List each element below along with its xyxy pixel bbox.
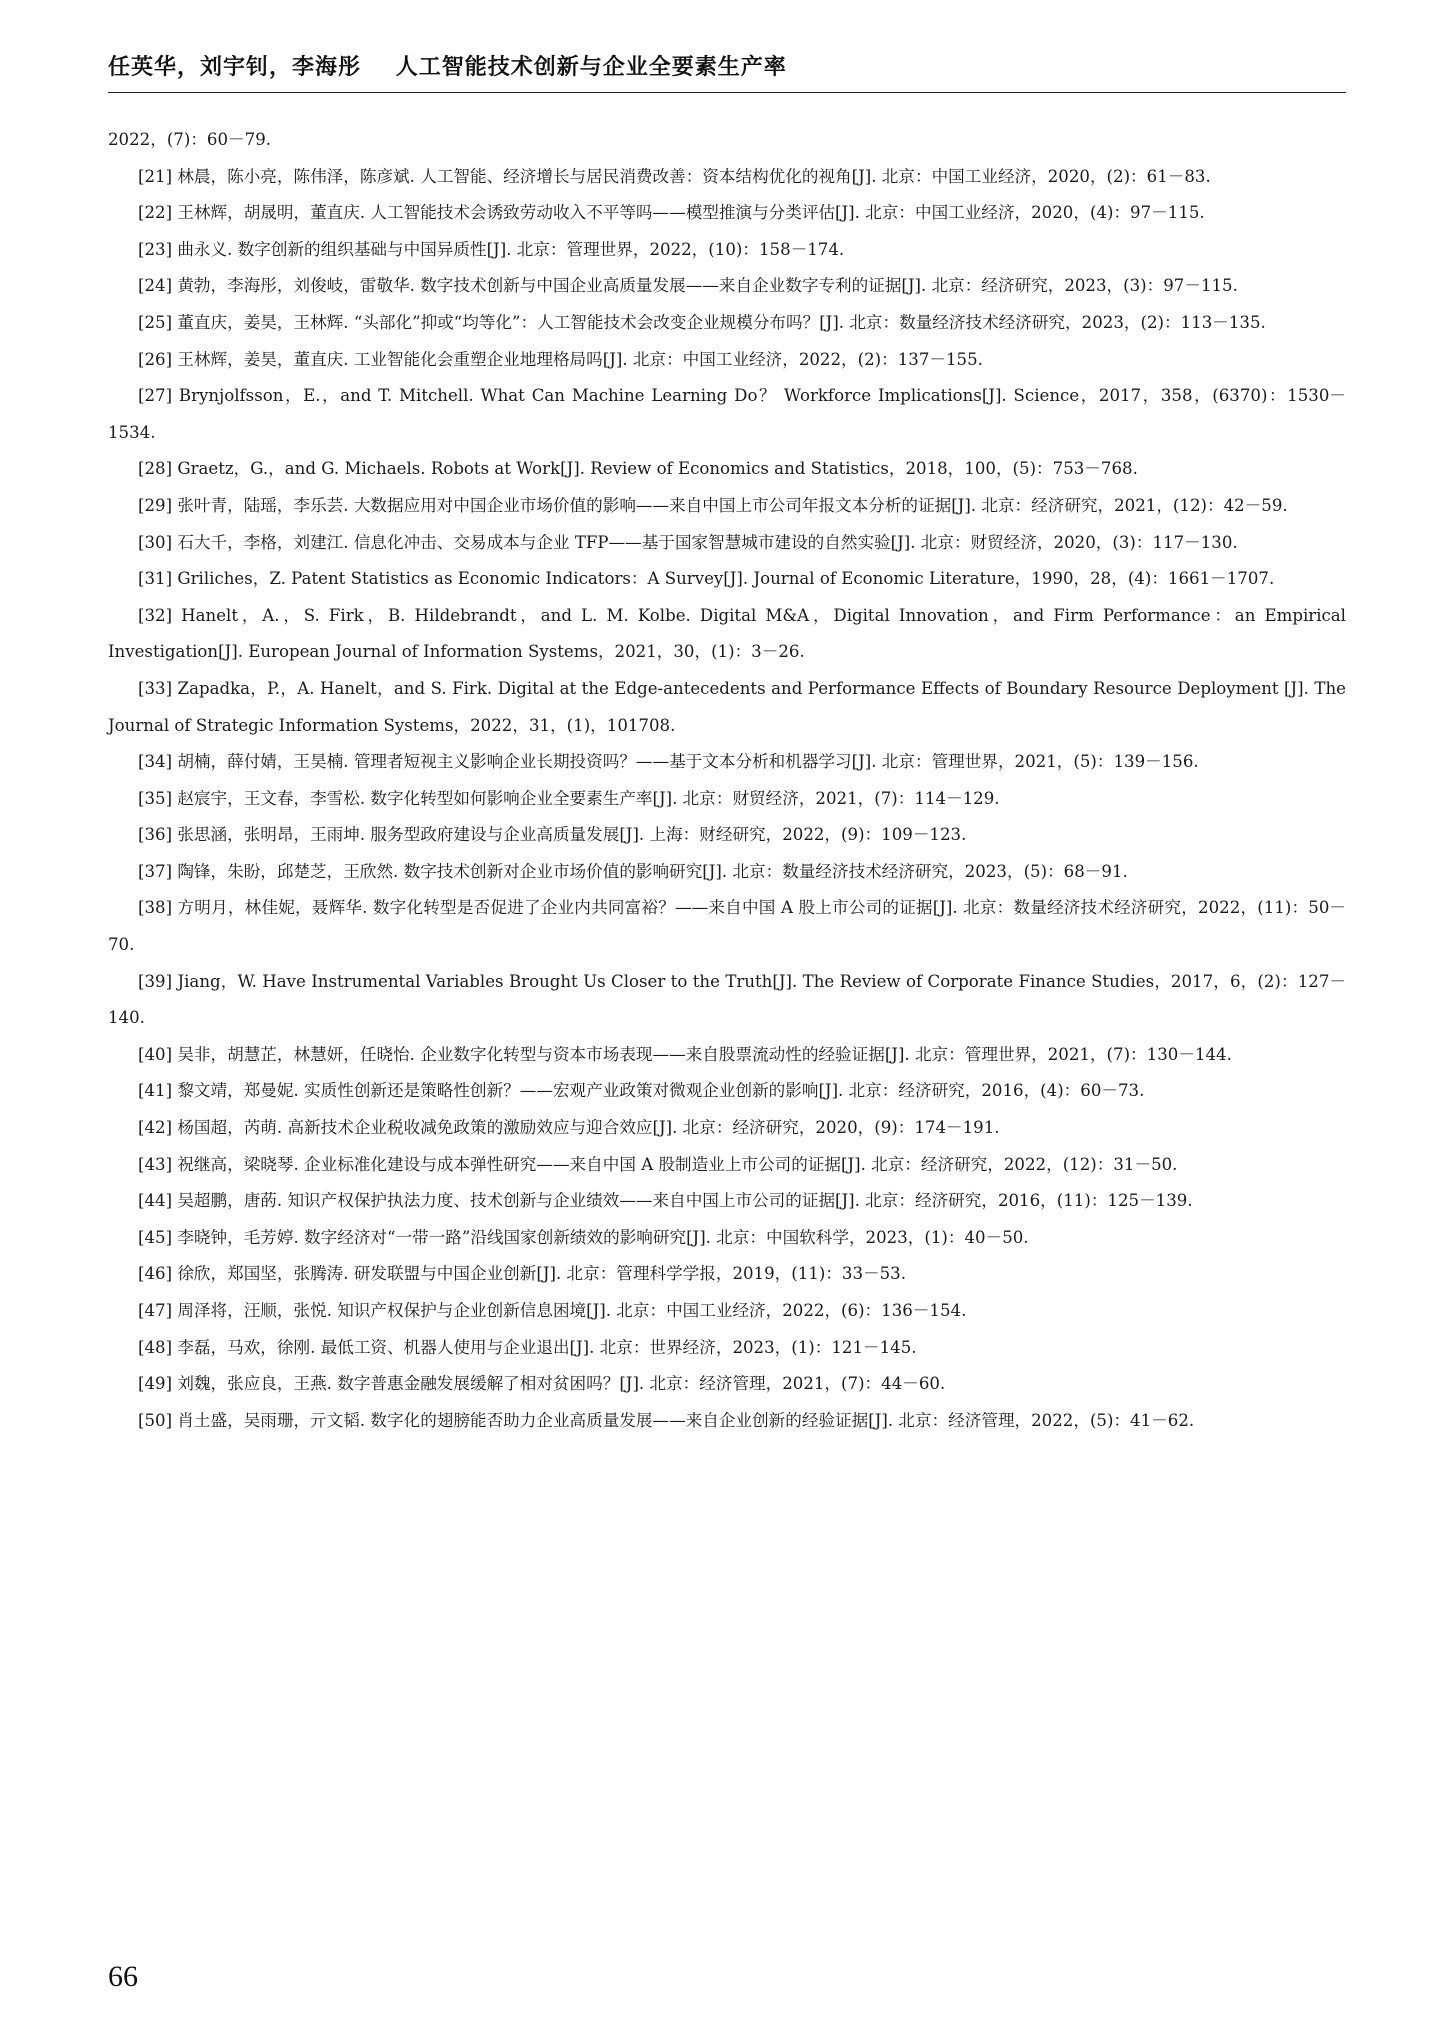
reference-item: [47] 周泽将，汪顺，张悦. 知识产权保护与企业创新信息困境[J]. 北京：中国工业经济，2022，(6)：136－154. (138, 1301, 967, 1320)
reference-item: [25] 董直庆，姜昊，王林辉. “头部化”抑或“均等化”：人工智能技术会改变企业规模分布吗？[J]. 北京：数量经济技术经济研究，2023，(2)：113－135. (138, 312, 1266, 332)
reference-item: [41] 黎文靖，郑曼妮. 实质性创新还是策略性创新？——宏观产业政策对微观企业创新的影响[J]. 北京：经济研究，2016，(4)：60－73. (138, 1081, 1145, 1101)
reference-item: [44] 吴超鹏，唐菂. 知识产权保护执法力度、技术创新与企业绩效——来自中国上市公司的证据[J]. 北京：经济研究，2016，(11)：125－139. (138, 1191, 1193, 1211)
reference-continuation: 2022，(7)：60－79. (108, 130, 272, 149)
page-number: 66 (108, 1960, 138, 1993)
reference-item: [46] 徐欣，郑国坚，张腾涛. 研发联盟与中国企业创新[J]. 北京：管理科学学报，2019，(11)：33－53. (138, 1264, 907, 1284)
reference-item: [40] 吴非，胡慧芷，林慧妍，任晓怡. 企业数字化转型与资本市场表现——来自股票流动性的经验证据[J]. 北京：管理世界，2021，(7)：130－144. (138, 1044, 1232, 1064)
reference-item: [37] 陶锋，朱盼，邱楚芝，王欣然. 数字技术创新对企业市场价值的影响研究[J]. 北京：数量经济技术经济研究，2023，(5)：68－91. (138, 861, 1128, 881)
reference-item: [29] 张叶青，陆瑶，李乐芸. 大数据应用对中国企业市场价值的影响——来自中国上市公司年报文本分析的证据[J]. 北京：经济研究，2021，(12)：42－59. (138, 495, 1288, 515)
reference-item: [34] 胡楠，薛付婧，王昊楠. 管理者短视主义影响企业长期投资吗？——基于文本分析和机器学习[J]. 北京：管理世界，2021，(5)：139－156. (138, 752, 1199, 772)
reference-item: [26] 王林辉，姜昊，董直庆. 工业智能化会重塑企业地理格局吗[J]. 北京：中国工业经济，2022，(2)：137－155. (138, 349, 983, 369)
reference-item: [21] 林晨，陈小亮，陈伟泽，陈彦斌. 人工智能、经济增长与居民消费改善：资本结构优化的视角[J]. 北京：中国工业经济，2020，(2)：61－83. (138, 166, 1211, 186)
reference-item: [43] 祝继高，梁晓琴. 企业标准化建设与成本弹性研究——来自中国 A 股制造业上市公司的证据[J]. 北京：经济研究，2022，(12)：31－50. (138, 1154, 1178, 1174)
reference-item: [36] 张思涵，张明昂，王雨坤. 服务型政府建设与企业高质量发展[J]. 上海：财经研究，2022，(9)：109－123. (138, 825, 967, 845)
reference-item: [28] Graetz，G.，and G. Michaels. Robots at Work[J]. Review of Economics and Statistics，2018，100，(5)：753－768. (138, 459, 1138, 479)
reference-item: [22] 王林辉，胡晟明，董直庆. 人工智能技术会诱致劳动收入不平等吗——模型推演与分类评估[J]. 北京：中国工业经济，2020，(4)：97－115. (138, 203, 1205, 223)
running-header (108, 50, 1346, 81)
reference-item: [45] 李晓钟，毛芳婷. 数字经济对“一带一路”沿线国家创新绩效的影响研究[J]. 北京：中国软科学，2023，(1)：40－50. (138, 1227, 1029, 1247)
reference-item: [49] 刘魏，张应良，王燕. 数字普惠金融发展缓解了相对贫困吗？[J]. 北京：经济管理，2021，(7)：44－60. (138, 1374, 946, 1394)
header-authors: 任英华，刘宇钊，李海彤 (108, 55, 362, 80)
reference-item: [39] Jiang，W. Have Instrumental Variables Brought Us Closer to the Truth[J]. The Review of Corporate Finance Studies，2017，6，(2)：127－140. (108, 971, 1346, 1028)
reference-item: [32] Hanelt，A.，S. Firk，B. Hildebrandt，and L. M. Kolbe. Digital M&A，Digital Innovation，and Firm Performance：an Empirical Investigation[J]. European Journal of Information Systems，2021，30，(1)：3－26. (108, 605, 1346, 662)
header-title: 人工智能技术创新与企业全要素生产率 (395, 55, 787, 80)
reference-item: [50] 肖土盛，吴雨珊，亓文韬. 数字化的翅膀能否助力企业高质量发展——来自企业创新的经验证据[J]. 北京：经济管理，2022，(5)：41－62. (138, 1410, 1195, 1430)
header-rule (108, 92, 1346, 93)
reference-item: [48] 李磊，马欢，徐刚. 最低工资、机器人使用与企业退出[J]. 北京：世界经济，2023，(1)：121－145. (138, 1337, 917, 1357)
reference-item: [30] 石大千，李格，刘建江. 信息化冲击、交易成本与企业 TFP——基于国家智慧城市建设的自然实验[J]. 北京：财贸经济，2020，(3)：117－130. (138, 532, 1238, 552)
reference-item: [35] 赵宸宇，王文春，李雪松. 数字化转型如何影响企业全要素生产率[J]. 北京：财贸经济，2021，(7)：114－129. (138, 788, 1000, 808)
reference-item: [24] 黄勃，李海彤，刘俊岐，雷敬华. 数字技术创新与中国企业高质量发展——来自企业数字专利的证据[J]. 北京：经济研究，2023，(3)：97－115. (138, 276, 1238, 296)
reference-item: [38] 方明月，林佳妮，聂辉华. 数字化转型是否促进了企业内共同富裕？——来自中国 A 股上市公司的证据[J]. 北京：数量经济技术经济研究，2022，(11)：50－70. (108, 898, 1346, 955)
reference-item: [42] 杨国超，芮萌. 高新技术企业税收减免政策的激励效应与迎合效应[J]. 北京：经济研究，2020，(9)：174－191. (138, 1118, 1000, 1138)
reference-item: [31] Griliches，Z. Patent Statistics as Economic Indicators：A Survey[J]. Journal of Economic Literature，1990，28，(4)：1661－1707. (138, 569, 1275, 589)
reference-item: [33] Zapadka，P.，A. Hanelt，and S. Firk. Digital at the Edge-antecedents and Performance Effects of Boundary Resource Deployment [J]. The Journal of Strategic Information Systems，2022，31，(1)，101708. (108, 678, 1346, 735)
reference-item: [23] 曲永义. 数字创新的组织基础与中国异质性[J]. 北京：管理世界，2022，(10)：158－174. (138, 239, 845, 259)
reference-list (108, 122, 1346, 1439)
reference-item: [27] Brynjolfsson，E.，and T. Mitchell. What Can Machine Learning Do？ Workforce Implications[J]. Science，2017，358，(6370)：1530－1534. (108, 386, 1346, 442)
